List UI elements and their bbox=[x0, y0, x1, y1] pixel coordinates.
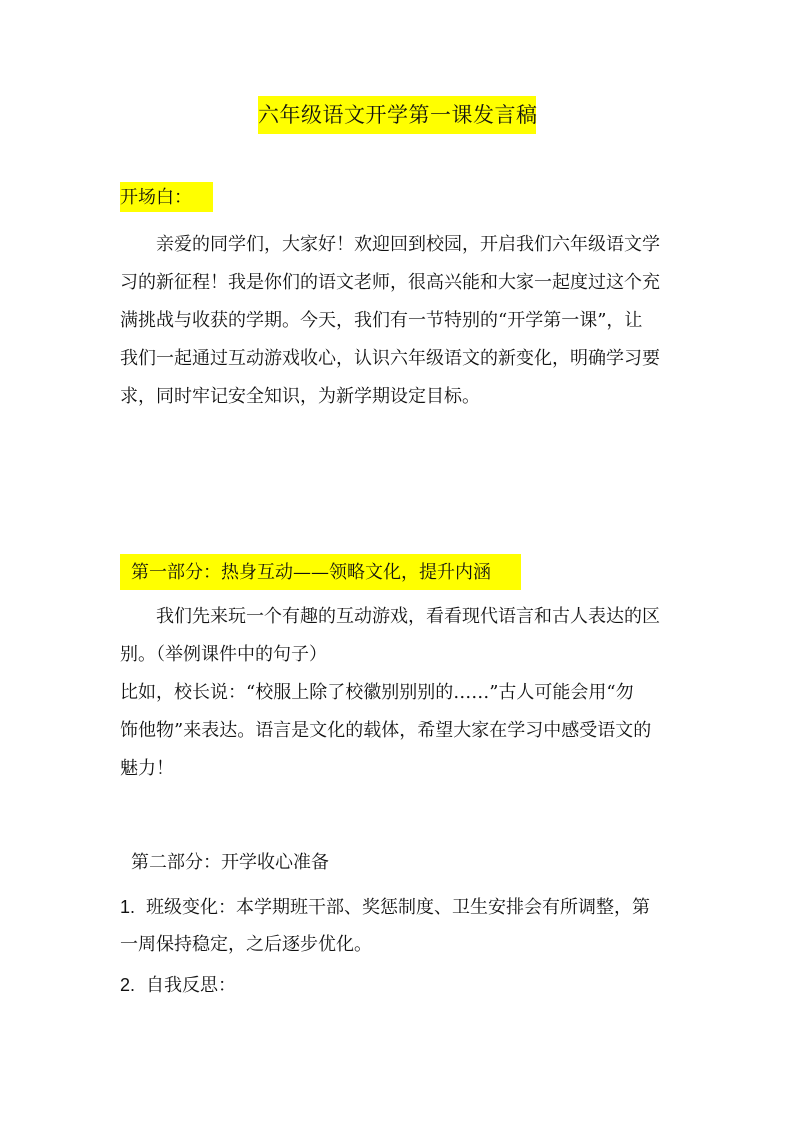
part1-paragraph-2 bbox=[120, 674, 676, 788]
part2-item-2 bbox=[120, 966, 680, 1004]
opening-line-1: 亲爱的同学们，大家好！欢迎回到校园，开启我们六年级语文学 bbox=[156, 234, 660, 255]
part1-heading: 第一部分：热身互动——领略文化，提升内涵 bbox=[120, 554, 521, 590]
list-number: 2. bbox=[120, 975, 136, 995]
part1-p1-line-2: 别。（举例课件中的句子） bbox=[120, 644, 327, 665]
opening-heading: 开场白： bbox=[120, 182, 213, 212]
part2-item-2-line-1 bbox=[120, 966, 680, 1004]
part1-p1-line-1: 我们先来玩一个有趣的互动游戏，看看现代语言和古人表达的区 bbox=[156, 606, 660, 627]
opening-line-3: 满挑战与收获的学期。今天，我们有一节特别的“开学第一课”，让 bbox=[120, 310, 643, 331]
part1-p2-line-2: 饰他物”来表达。语言是文化的载体，希望大家在学习中感受语文的 bbox=[120, 720, 652, 741]
list-number: 1. bbox=[120, 897, 136, 917]
document-title: 六年级语文开学第一课发言稿 bbox=[258, 96, 536, 134]
list-text: 班级变化：本学期班干部、奖惩制度、卫生安排会有所调整，第 bbox=[146, 897, 650, 918]
part2-item-1-line-2: 一周保持稳定，之后逐步优化。 bbox=[120, 934, 372, 955]
part1-p2-line-3: 魅力！ bbox=[120, 758, 174, 779]
part1-p2-line-1: 比如，校长说：“校服上除了校徽别别别的……”古人可能会用“勿 bbox=[120, 682, 634, 703]
part2-item-1 bbox=[120, 888, 680, 964]
part2-heading: 第二部分：开学收心准备 bbox=[131, 852, 329, 873]
part1-paragraph-1 bbox=[120, 598, 676, 674]
opening-line-2: 习的新征程！我是你们的语文老师，很高兴能和大家一起度过这个充 bbox=[120, 272, 660, 293]
part2-item-1-line-1 bbox=[120, 888, 680, 926]
opening-paragraph bbox=[120, 226, 676, 416]
opening-line-4: 我们一起通过互动游戏收心，认识六年级语文的新变化，明确学习要 bbox=[120, 348, 660, 369]
opening-line-5: 求，同时牢记安全知识，为新学期设定目标。 bbox=[120, 386, 480, 407]
list-text: 自我反思： bbox=[146, 975, 236, 996]
